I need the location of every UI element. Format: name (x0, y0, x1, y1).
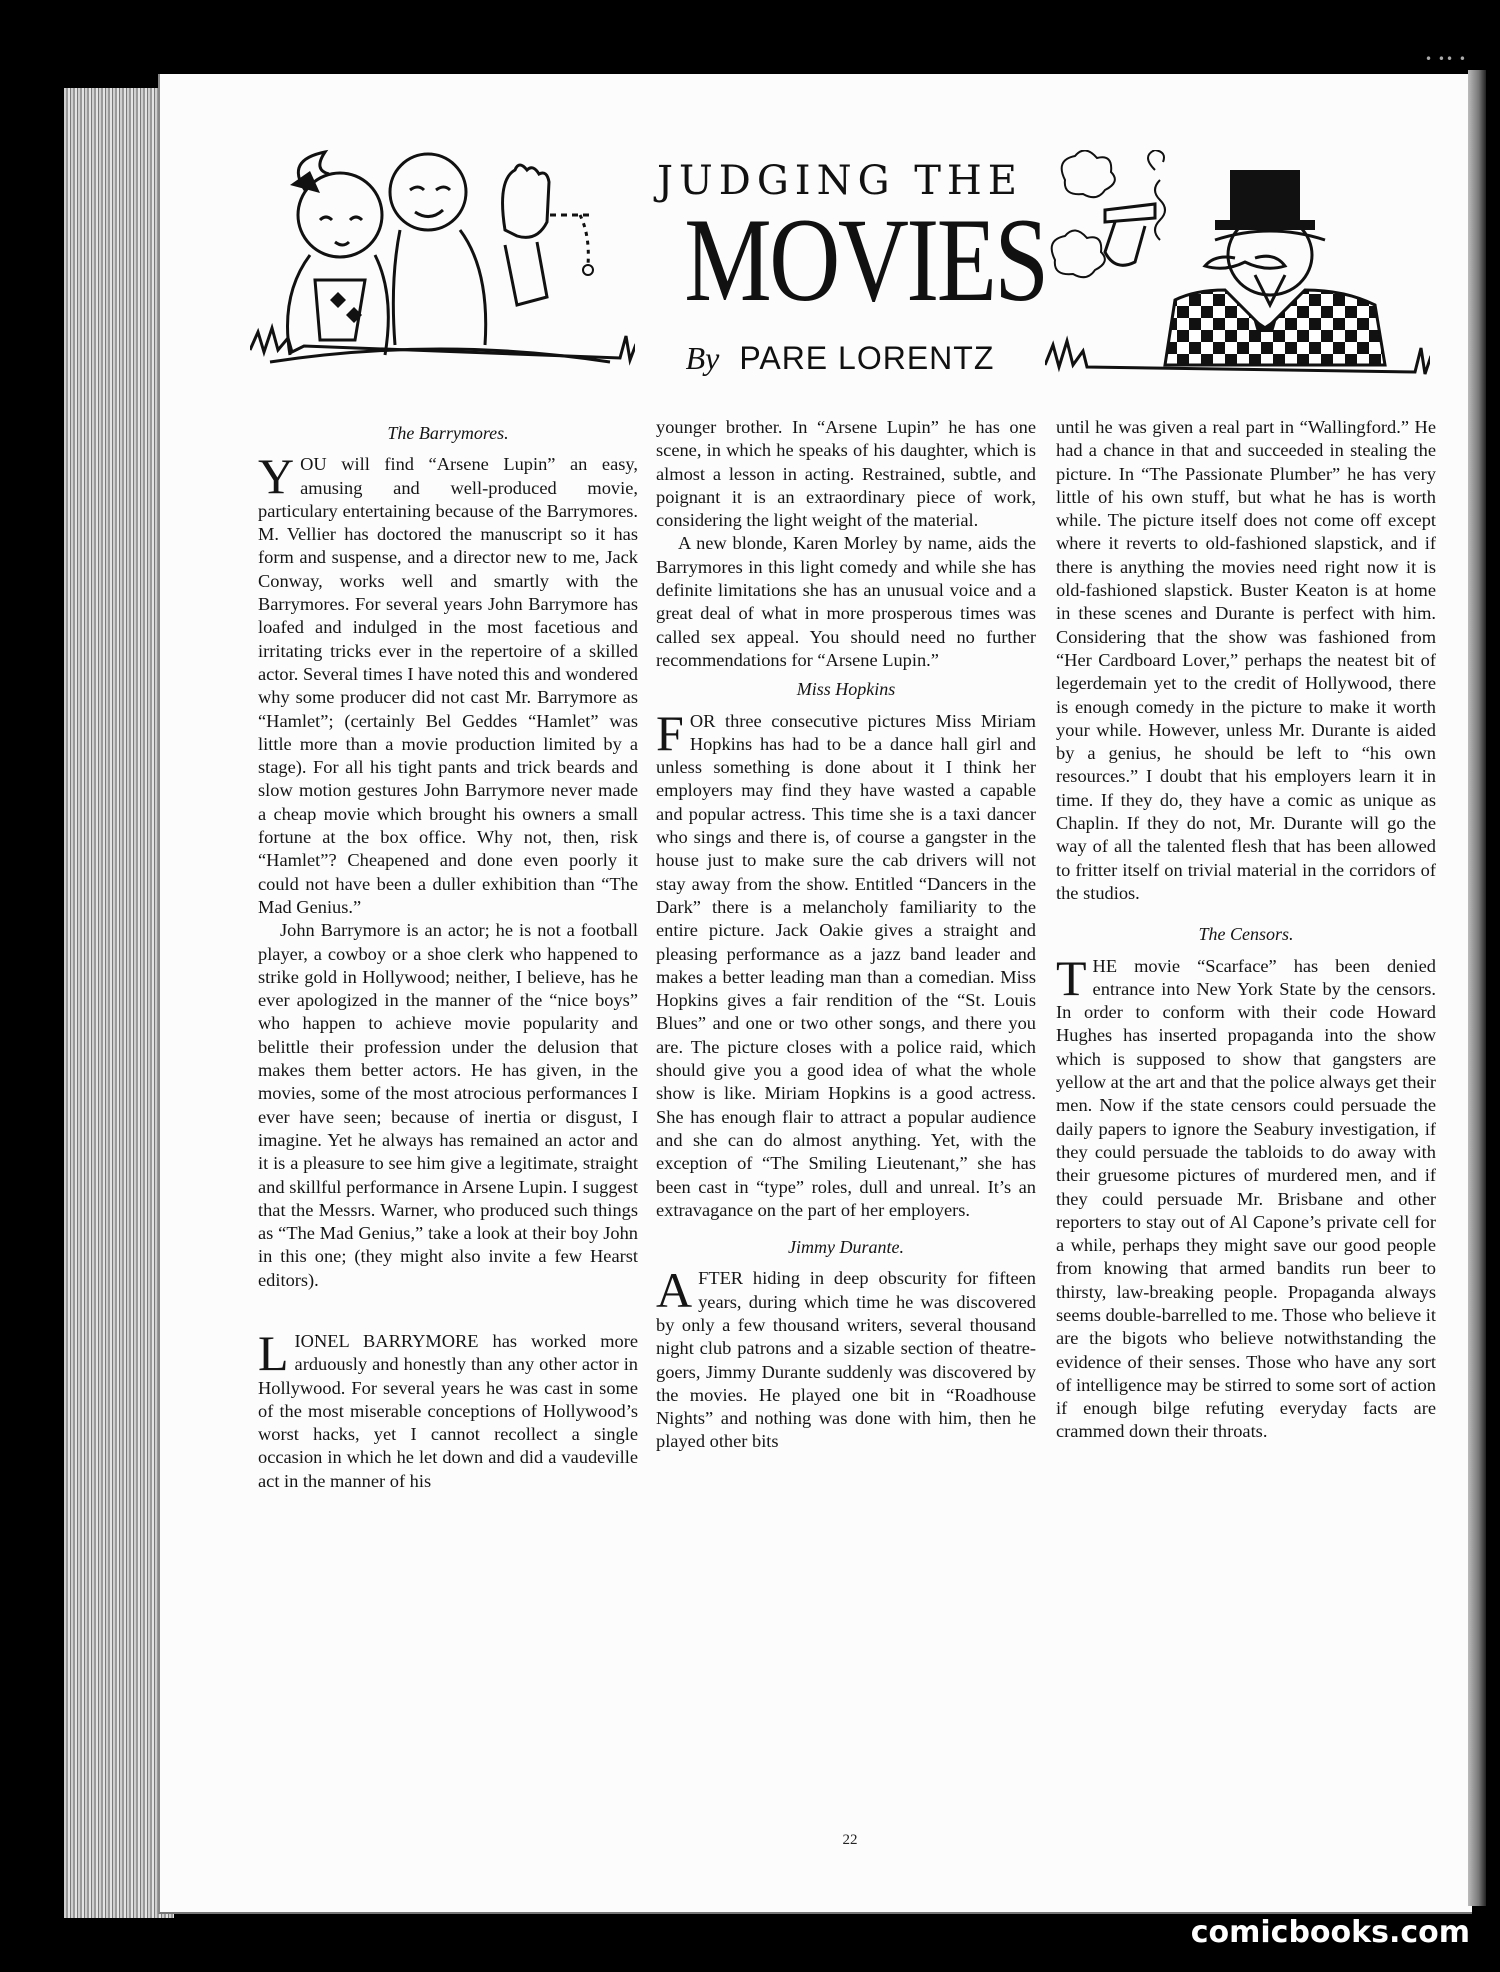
article-column-1 (258, 416, 638, 1493)
drop-cap: L (258, 1324, 289, 1381)
section-heading-censors: The Censors. (1198, 924, 1294, 945)
lead-in-caps: HE (1092, 955, 1118, 976)
paragraph-text: movie “Scarface” has been denied entrance into New York State by the censors. In order to conform with their code Howard Hughes has inserted propaganda into the show which is supposed to show that gangsters are yellow at the art and that the police always get their men. Now if the state censors could persuade the daily papers to ignore the Seabury investigation, if they could persuade the tabloids to do away with their gruesome pictures of murdered men, and if they could persuade Mr. Brisbane and other reporters to stay out of Al Capone’s private cell for a while, perhaps they might save our good people from knowing that armed bandits run beer to thirsty, law-breaking people. Propaganda always seems double-barrelled to me. Those who believe it are the bigots who believe notwithstanding the evidence of their senses. Those who have any sort of intelligence may be stirred to some sort of action if enough bilge refuting everyday facts are crammed down their throats. (1056, 955, 1436, 1442)
paragraph (656, 1262, 1036, 1453)
paragraph-text: hiding in deep obscurity for fifteen years, during which time he was discovered by only a few thousand writers, several thousand night club patrons and a sizable section of theatre-goers, Jimmy Durante suddenly was discovered by the movies. He played one bit in “Roadhouse Nights” and nothing was done with him, then he played other bits (656, 1268, 1036, 1452)
article-column-3 (1056, 416, 1436, 1444)
section-heading-durante: Jimmy Durante. (788, 1237, 904, 1258)
page-shadow-edge (1468, 70, 1486, 1906)
drop-cap: F (656, 704, 684, 761)
article-column-2 (656, 416, 1036, 1454)
lead-in-caps: IONEL BARRYMORE (294, 1330, 479, 1351)
page-title: MOVIES (684, 193, 1047, 326)
lead-in-caps: FTER (698, 1268, 744, 1289)
paragraph (258, 1324, 638, 1493)
lead-in-caps: OR (689, 710, 716, 731)
author-name: PARE LORENTZ (739, 340, 995, 376)
drop-cap: T (1056, 949, 1087, 1006)
byline (650, 340, 1030, 377)
cartoon-couple-illustration (250, 140, 635, 385)
drop-cap: Y (258, 448, 295, 505)
headline-kicker: JUDGING THE (657, 158, 1023, 204)
paragraph: John Barrymore is an actor; he is not a football player, a cowboy or a shoe clerk who happened to strike gold in Hollywood; neither, I believe, has he ever apologized in the manner of the “nice boys” who happen to achieve movie popularity and belittle their profession under the delusion that makes them better actors. He has given, in the movies, some of the most atrocious performances I ever have seen; because of inertia or disgust, I imagine. Yet he always has remained an actor and it is a pleasure to see him give a legitimate, straight and skillful performance in Arsene Lupin. I suggest that the Messrs. Warner, who produced such things as “The Mad Genius,” take a look at their boy John in this one; (they might also invite a few Hearst editors). (258, 920, 638, 1290)
paragraph: A new blonde, Karen Morley by name, aids the Barrymores in this light comedy and while she has definite limitations she has an unusual voice and a great deal of what in more prosperous times was called sex appeal. You should need no further recommendations for “Arsene Lupin.” (656, 533, 1036, 670)
paragraph (1056, 949, 1436, 1444)
scan-artifact: • •• • (1425, 52, 1467, 66)
paragraph: younger brother. In “Arsene Lupin” he has one scene, in which he speaks of his daughter, which is almost a lesson in acting. Restrained, subtle, and poignant it is an extraordinary piece of work, considering the light weight of the material. (656, 417, 1036, 531)
paragraph-text: has worked more arduously and honestly than any other actor in Hollywood. For several years he was cast in some of the most miserable conceptions of Hollywood’s worst hacks, yet I cannot recollect a single occasion in which he let down and did a vaudeville act in the manner of his (258, 1330, 638, 1491)
paragraph-text: OU will find “Arsene Lupin” an easy, amusing and well-produced movie, particulary entertaining because of the Barrymores. M. Vellier has doctored the manuscript so it has form and suspense, and a director new to me, Jack Conway, works well and smartly with the Barrymores. For several years John Barrymore has loafed and indulged in the most facetious and irritating tricks ever in the repertoire of a skilled actor. Several times I have noted this and wondered why some producer did not cast Mr. Barrymore as “Hamlet”; (certainly Bel Geddes “Hamlet” was little more than a movie production limited by a stage). For all his tight pants and trick beards and slow motion gestures John Barrymore never made a cheap movie which brought his owners a small fortune at the box office. Why not, then, risk “Hamlet”? Cheapened and done even poorly it could not have been a duller exhibition than “The Mad Genius.” (258, 454, 638, 917)
cartoon-gangster-illustration (1045, 150, 1430, 395)
byline-prefix: By (685, 340, 720, 376)
section-heading-hopkins: Miss Hopkins (796, 679, 896, 700)
section-heading-barrymores: The Barrymores. (387, 423, 509, 443)
drop-cap: A (656, 1262, 693, 1319)
watermark: comicbooks.com (1190, 1915, 1470, 1950)
page-number: 22 (842, 1832, 858, 1848)
paragraph (258, 448, 638, 919)
paragraph (656, 704, 1036, 1223)
paragraph-text: three consecutive pictures Miss Miriam Hopkins has had to be a dance hall girl and unless something is done about it I think her employers may find they have wasted a capable and popular actress. This time she is a taxi dancer who sings and there is, of course a gangster in the house just to make sure the cab drivers will not stay away from the show. Entitled “Dancers in the Dark” there is a melancholy familiarity to the entire picture. Jack Oakie gives a straight and pleasing performance as a jazz band leader and makes a better leading man than a comedian. Miss Hopkins gives a fair rendition of the “St. Louis Blues” and one or two other songs, and there you are. The picture closes with a police raid, which should give you a good idea of what the whole show is like. Miriam Hopkins is a good actress. She has enough flair to attract a popular audience and she can do almost anything. Yet, with the exception of “The Smiling Lieutenant,” she has been cast in “type” roles, dull and unreal. It’s an extravagance on the part of her employers. (656, 710, 1036, 1220)
paragraph: until he was given a real part in “Wallingford.” He had a chance in that and succeeded in stealing the picture. In “The Passionate Plumber” he has very little of his own stuff, but what he has is worth while. The picture itself does not come off except where it reverts to old-fashioned slapstick, and if there is anything the movies need right now it is old-fashioned slapstick. Buster Keaton is at home in these scenes and Durante is perfect with him. Considering that the show was fashioned from “Her Cardboard Lover,” perhaps the neatest bit of legerdemain yet to the credit of Hollywood, there is enough comedy in the picture to make it worth your while. However, unless Mr. Durante is aided by a genius, he should be left to “his own resources.” I doubt that his employers learn it in time. If they do, they have a comic as unique as Chaplin. If they do not, Mr. Durante will go the way of all the talented flesh that has been allowed to fritter itself on trivial material in the corridors of the studios. (1056, 417, 1436, 903)
